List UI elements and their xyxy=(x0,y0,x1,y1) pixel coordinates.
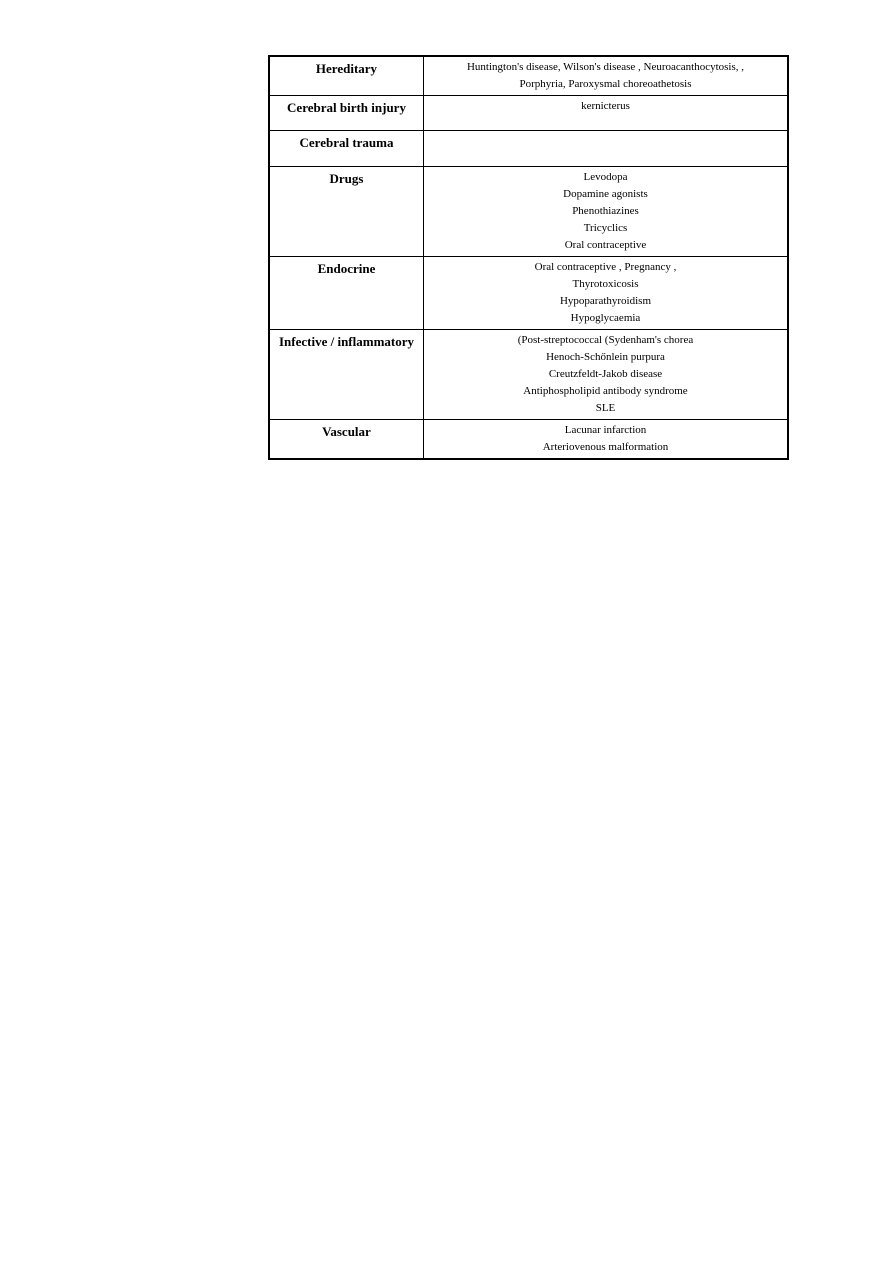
list-item: (Post-streptococcal (Sydenham's chorea xyxy=(517,334,694,346)
items-cell xyxy=(424,167,789,257)
category-cell: Hereditary xyxy=(269,56,424,96)
table-row xyxy=(269,330,788,420)
items-cell xyxy=(424,131,789,167)
list-item: Hypoparathyroidism xyxy=(559,295,652,307)
category-cell: Endocrine xyxy=(269,257,424,330)
table-row xyxy=(269,56,788,96)
category-cell: Infective / inflammatory xyxy=(269,330,424,420)
table-row xyxy=(269,257,788,330)
table-row xyxy=(269,131,788,167)
list-item: Lacunar infarction xyxy=(564,424,647,436)
list-item: Oral contraceptive , Pregnancy , xyxy=(534,261,677,273)
table-row xyxy=(269,420,788,460)
list-item: Antiphospholipid antibody syndrome xyxy=(523,385,688,397)
category-cell: Vascular xyxy=(269,420,424,460)
list-item: Arteriovenous malformation xyxy=(542,441,669,453)
list-item: kernicterus xyxy=(581,100,630,112)
list-item: Hypoglycaemia xyxy=(570,312,641,324)
items-cell xyxy=(424,330,789,420)
list-item: Phenothiazines xyxy=(572,205,639,217)
list-item: Henoch-Schőnlein purpura xyxy=(546,351,665,363)
items-cell xyxy=(424,257,789,330)
list-item: Levodopa xyxy=(583,171,628,183)
causes-table xyxy=(268,55,789,460)
items-cell xyxy=(424,56,789,96)
list-item: Porphyria, Paroxysmal choreoathetosis xyxy=(519,78,692,90)
list-item: Dopamine agonists xyxy=(563,188,648,200)
category-cell: Cerebral trauma xyxy=(269,131,424,167)
list-item: Huntington's disease, Wilson's disease , Neuroacanthocytosis, , xyxy=(466,61,745,73)
table-row xyxy=(269,96,788,131)
category-cell: Cerebral birth injury xyxy=(269,96,424,131)
list-item: Thyrotoxicosis xyxy=(572,278,639,290)
category-cell: Drugs xyxy=(269,167,424,257)
table-row xyxy=(269,167,788,257)
items-cell xyxy=(424,96,789,131)
list-item: Oral contraceptive xyxy=(564,239,647,251)
list-item: SLE xyxy=(595,402,616,414)
items-cell xyxy=(424,420,789,460)
list-item: Tricyclics xyxy=(583,222,628,234)
list-item: Creutzfeldt-Jakob disease xyxy=(548,368,663,380)
